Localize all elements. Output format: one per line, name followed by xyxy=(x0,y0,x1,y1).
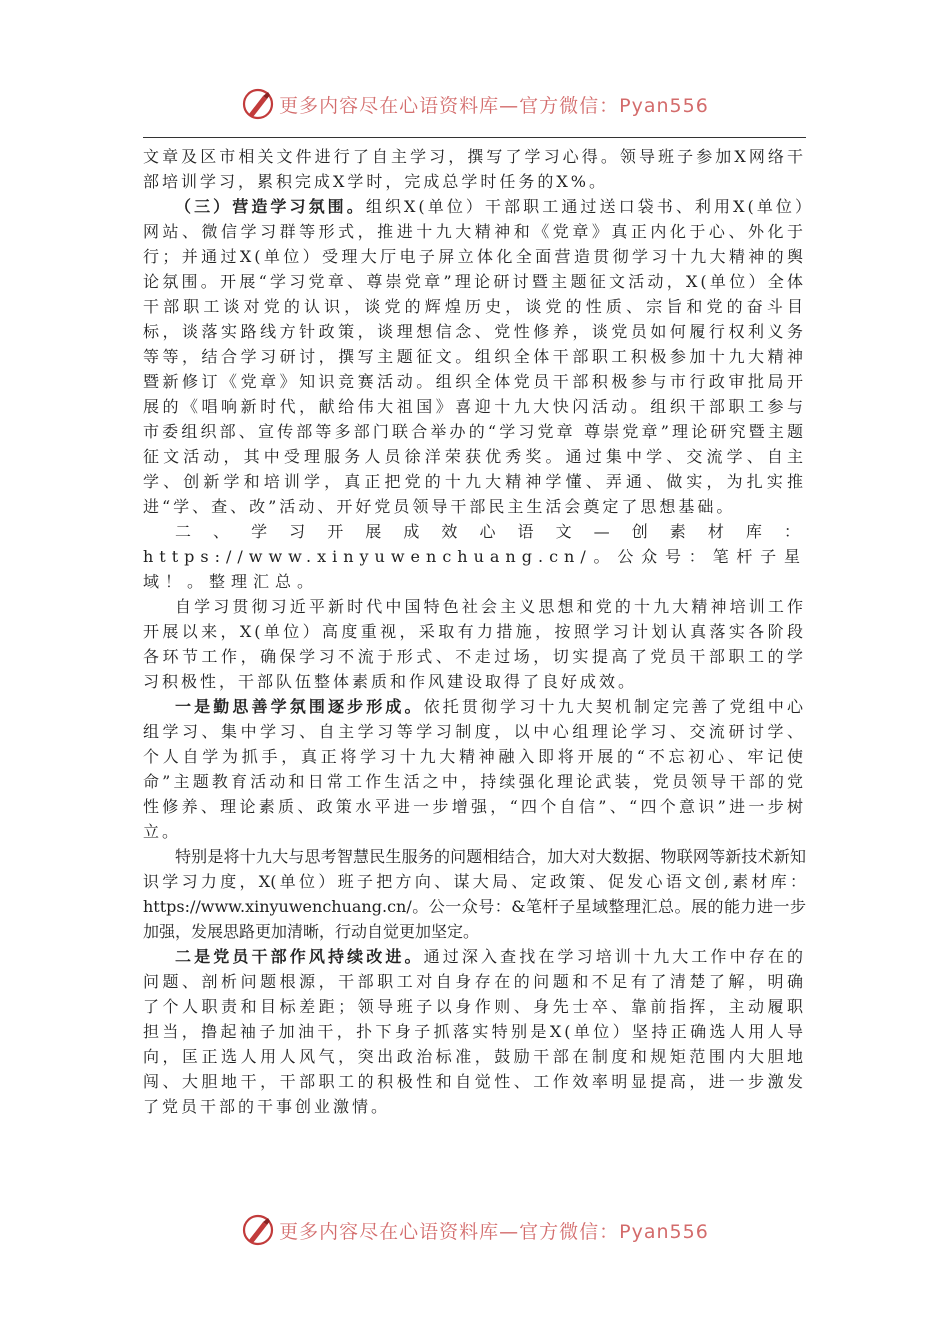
banner-text: 更多内容尽在心语资料库—官方微信：Pyan556 xyxy=(279,94,709,117)
header-divider xyxy=(143,137,806,138)
point-heading-1: 一是勤思善学氛围逐步形成。 xyxy=(175,697,424,716)
banner-text: 更多内容尽在心语资料库—官方微信：Pyan556 xyxy=(279,1220,709,1243)
section-heading-2: 二、学习开展成效心语文—创素材库：https://www.xinyuwenchuang.cn/。公众号：笔杆子星域！。整理汇总。 xyxy=(143,522,806,591)
pen-nib-circle-icon xyxy=(241,87,275,121)
document-body xyxy=(143,144,806,1119)
footer-banner xyxy=(0,1208,950,1252)
pen-nib-circle-icon xyxy=(241,1213,275,1247)
header-banner xyxy=(0,82,950,126)
paragraph-learning-atmosphere: （三）营造学习氛围。组织X(单位）干部职工通过送口袋书、利用X(单位）网站、微信学习群等形式，推进十九大精神和《党章》真正内化于心、外化于行；并通过X(单位）受理大厅电子屏立体化全面营造贯彻学习十九大精神的舆论氛围。开展“学习党章、尊崇党章”理论研讨暨主题征文活动，X(单位）全体干部职工谈对党的认识，谈党的辉煌历史，谈党的性质、宗旨和党的奋斗目标，谈落实路线方针政策，谈理想信念、党性修养，谈党员如何履行权利义务等等，结合学习研讨，撰写主题征文。组织全体干部职工积极参加十九大精神暨新修订《党章》知识竞赛活动。组织全体党员干部积极参与市行政审批局开展的《唱响新时代，献给伟大祖国》喜迎十九大快闪活动。组织干部职工参与市委组织部、宣传部等多部门联合举办的“学习党章 尊崇党章”理论研究暨主题征文活动，其中受理服务人员徐洋荣获优秀奖。通过集中学、交流学、自主学、创新学和培训学，真正把党的十九大精神学懂、弄通、做实，为扎实推进“学、查、改”活动、开好党员领导干部民主生活会奠定了思想基础。 xyxy=(143,197,806,516)
paragraph-results-intro: 自学习贯彻习近平新时代中国特色社会主义思想和党的十九大精神培训工作开展以来，X(单位）高度重视，采取有力措施，按照学习计划认真落实各阶段各环节工作，确保学习不流于形式、不走过场，切实提高了党员干部职工的学习积极性，干部队伍整体素质和作风建设取得了良好成效。 xyxy=(143,597,806,691)
point-heading-2: 二是党员干部作风持续改进。 xyxy=(175,947,424,966)
paragraph-study-atmosphere: 一是勤思善学氛围逐步形成。依托贯彻学习十九大契机制定完善了党组中心组学习、集中学习、自主学习等学习制度，以中心组理论学习、交流研讨学、个人自学为抓手，真正将学习十九大精神融入即将开展的“不忘初心、牢记使命”主题教育活动和日常工作生活之中，持续强化理论武装，党员领导干部的党性修养、理论素质、政策水平进一步增强，“四个自信”、“四个意识”进一步树立。 xyxy=(143,697,806,841)
paragraph-work-style: 二是党员干部作风持续改进。通过深入查找在学习培训十九大工作中存在的问题、剖析问题根源，干部职工对自身存在的问题和不足有了清楚了解，明确了个人职责和目标差距；领导班子以身作则、身先士卒、靠前指挥，主动履职担当，撸起袖子加油干，扑下身子抓落实特别是X(单位）坚持正确选人用人导向，匡正选人用人风气，突出政治标准，鼓励干部在制度和规矩范围内大胆地闯、大胆地干，干部职工的积极性和自觉性、工作效率明显提高，进一步激发了党员干部的干事创业激情。 xyxy=(143,947,806,1116)
section-heading-3: （三）营造学习氛围。 xyxy=(175,197,366,216)
paragraph-special-note: 特别是将十九大与思考智慧民生服务的问题相结合，加大对大数据、物联网等新技术新知识学习力度，X(单位）班子把方向、谋大局、定政策、促发心语文创,素材库：https://www.xinyuwenchuang.cn/。公一众号：&笔杆子星域整理汇总。展的能力进一步加强，发展思路更加清晰，行动自觉更加坚定。 xyxy=(143,847,806,941)
paragraph-continuation: 文章及区市相关文件进行了自主学习，撰写了学习心得。领导班子参加X网络干部培训学习，累积完成X学时，完成总学时任务的X%。 xyxy=(143,147,806,191)
